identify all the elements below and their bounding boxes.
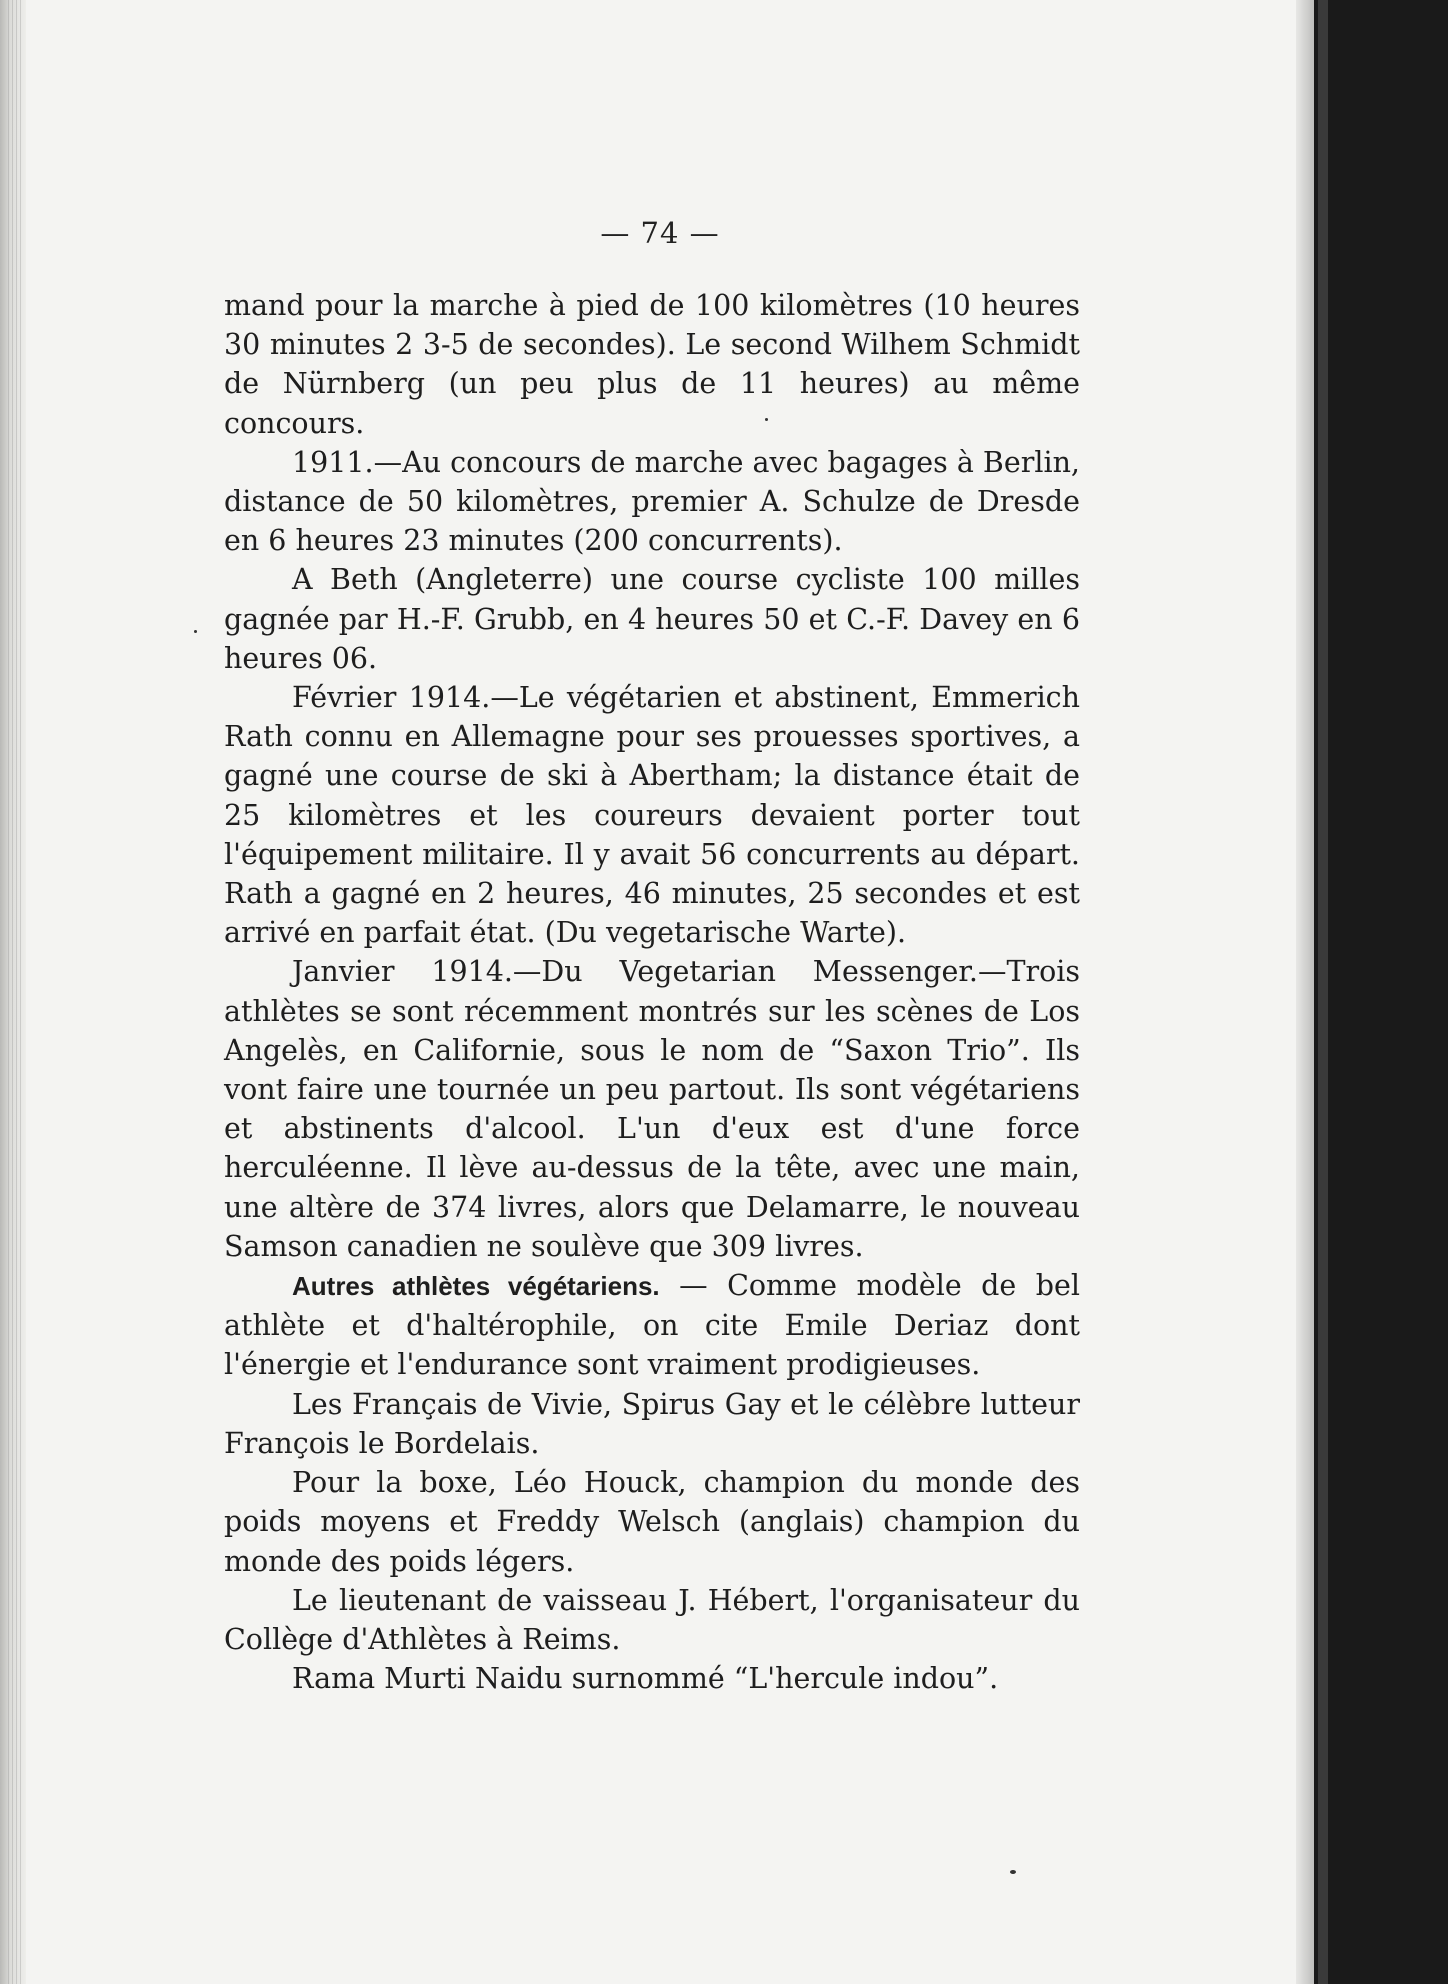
- section-lead-heading: Autres athlètes végétariens.: [292, 1271, 660, 1302]
- paragraph: Janvier 1914.—Du Vegetarian Messenger.—Trois athlètes se sont récemment montrés sur les scènes de Los Angelès, en Californie, sous le nom de “Saxon Trio”. Ils vont faire une tournée un peu partout. Ils sont végétariens et abstinents d'alcool. L'un d'eux est d'une force herculéenne. Il lève au-dessus de la tête, avec une main, une altère de 374 livres, alors que Delamarre, le nouveau Samson canadien ne soulève que 309 livres.: [224, 955, 1080, 1263]
- paragraph: 1911.—Au concours de marche avec bagages à Berlin, distance de 50 kilomètres, premier A. Schulze de Dresde en 6 heures 23 minutes (200 concurrents).: [224, 445, 1080, 558]
- paragraph-text: — Comme modèle de bel athlète et d'haltérophile, on cite Emile Deriaz dont l'énergie et l'endurance sont vraiment prodigieuses.: [224, 1269, 1080, 1382]
- adjacent-page-strip: [1318, 0, 1328, 1984]
- paragraph-with-lead: [224, 1266, 1080, 1385]
- scan-speck: [194, 630, 197, 633]
- page-number: — 74 —: [600, 216, 720, 250]
- gutter-shadow: [1296, 0, 1314, 1984]
- paragraph: Février 1914.—Le végétarien et abstinent, Emmerich Rath connu en Allemagne pour ses prouesses sportives, a gagné une course de ski à Abertham; la distance était de 25 kilomètres et les coureurs devaient porter tout l'équipement militaire. Il y avait 56 concurrents au départ. Rath a gagné en 2 heures, 46 minutes, 25 secondes et est arrivé en parfait état. (Du vegetarische Warte).: [224, 681, 1080, 950]
- scan-speck: [765, 418, 768, 421]
- body-text: [224, 286, 1080, 1698]
- adjacent-page-edge: [1314, 0, 1448, 1984]
- paragraph: A Beth (Angleterre) une course cycliste 100 milles gagnée par H.-F. Grubb, en 4 heures 50 et C.-F. Davey en 6 heures 06.: [224, 563, 1080, 675]
- paragraph: Le lieutenant de vaisseau J. Hébert, l'organisateur du Collège d'Athlètes à Reims.: [224, 1583, 1080, 1656]
- scan-speck: [1010, 1870, 1016, 1874]
- binding-page-edges: [8, 0, 22, 1984]
- paragraph-continuation: mand pour la marche à pied de 100 kilomètres (10 heures 30 minutes 2 3-5 de secondes). Le second Wilhem Schmidt de Nürnberg (un peu plus de 11 heures) au même concours.: [224, 289, 1080, 440]
- paragraph: Pour la boxe, Léo Houck, champion du monde des poids moyens et Freddy Welsch (anglais) champion du monde des poids légers.: [224, 1466, 1080, 1578]
- paragraph: Les Français de Vivie, Spirus Gay et le célèbre lutteur François le Bordelais.: [224, 1387, 1080, 1460]
- paragraph: Rama Murti Naidu surnommé “L'hercule indou”.: [292, 1662, 999, 1696]
